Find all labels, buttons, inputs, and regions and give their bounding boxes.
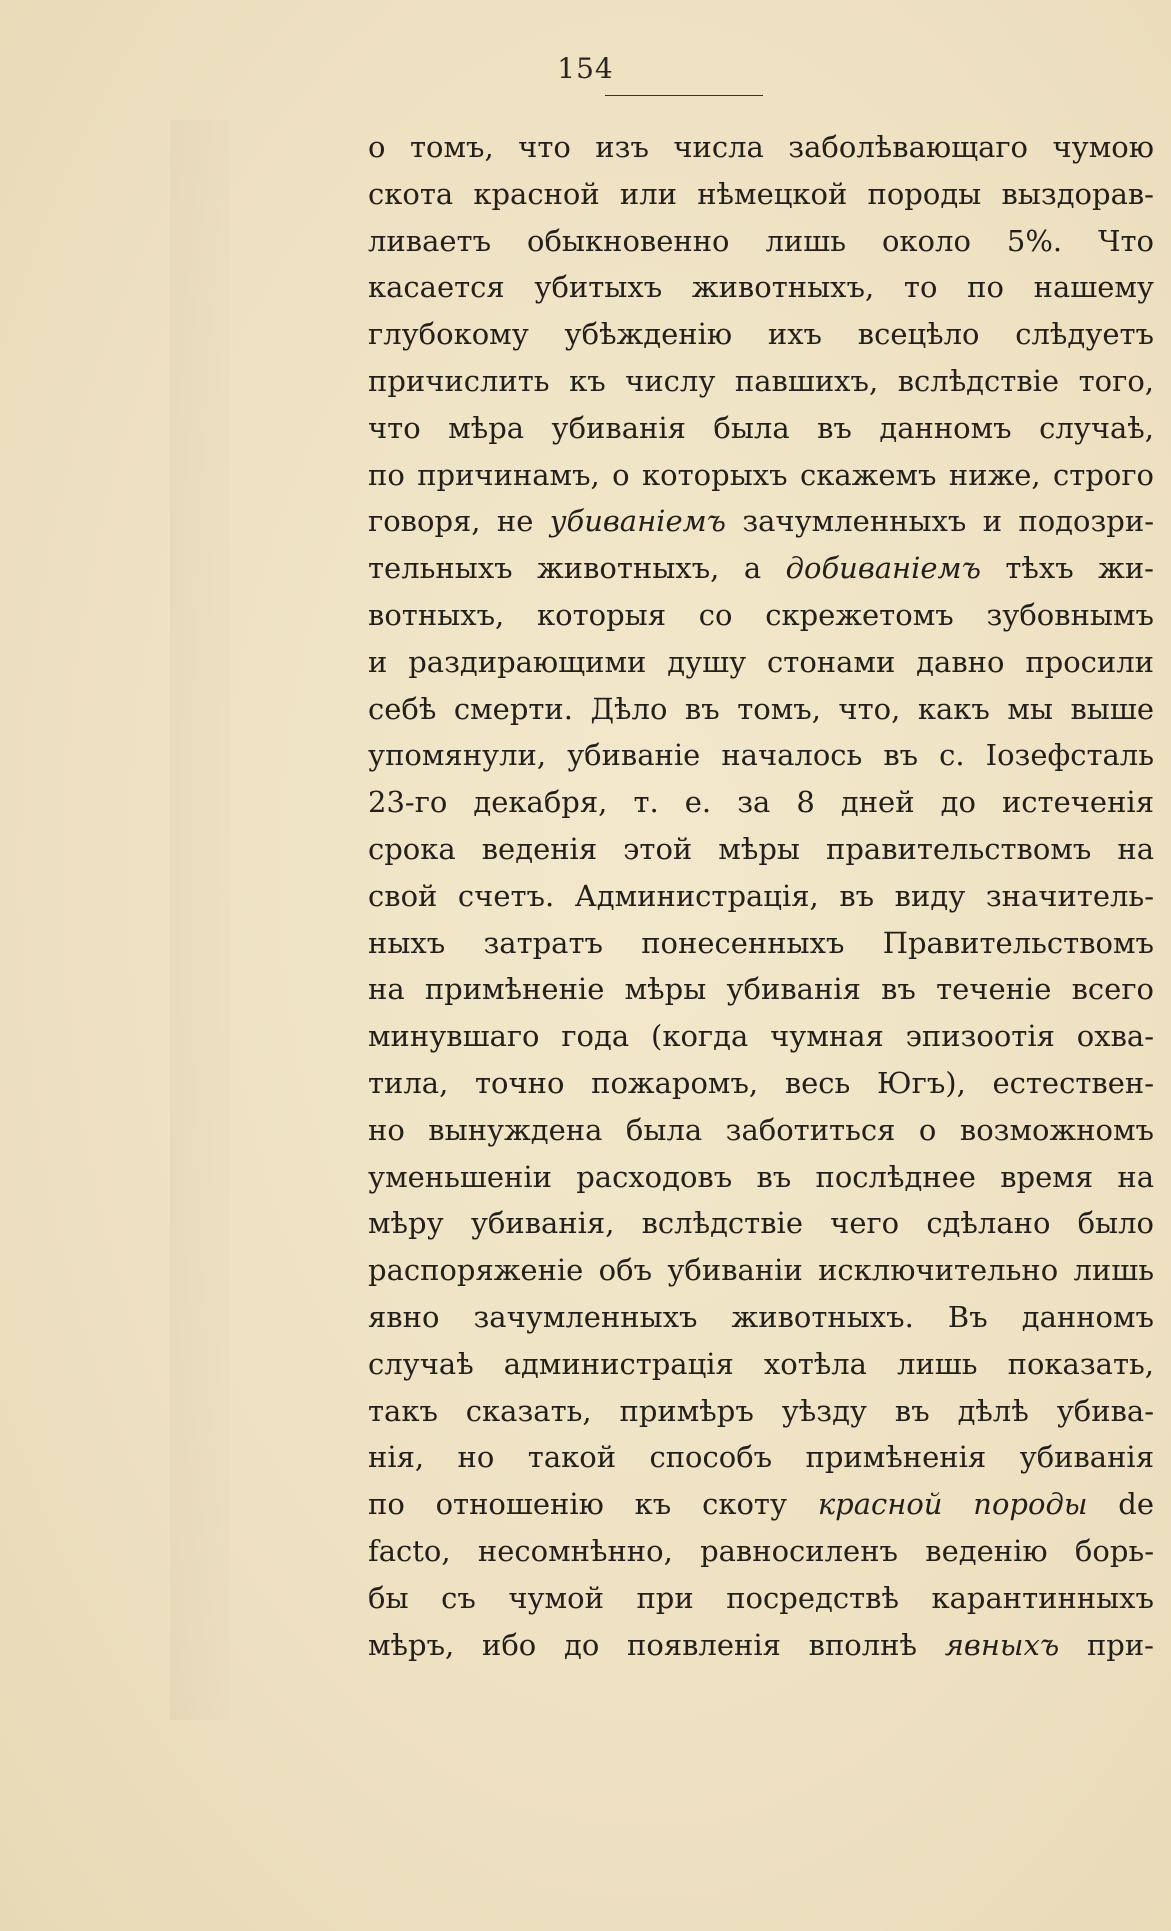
text-segment: по отношенію къ скоту	[368, 1487, 818, 1522]
body-text	[368, 124, 1154, 1668]
text-line: причислить къ числу павшихъ, вслѣдствіе того,	[368, 363, 1154, 398]
text-segment: при-	[1059, 1627, 1154, 1662]
text-line: себѣ смерти. Дѣло въ томъ, что, какъ мы выше	[368, 691, 1154, 726]
text-line: на примѣненіе мѣры убиванія въ теченіе всего	[368, 972, 1154, 1007]
text-line: уменьшеніи расходовъ въ послѣднее время на	[368, 1159, 1154, 1194]
text-line: свой счетъ. Администрація, въ виду значитель-	[368, 878, 1154, 913]
header-rule	[605, 95, 763, 96]
text-line	[368, 1481, 1154, 1528]
text-line: вотныхъ, которыя со скрежетомъ зубовнымъ	[368, 597, 1154, 632]
text-line: минувшаго года (когда чумная эпизоотія охва-	[368, 1019, 1154, 1054]
text-line: такъ сказать, примѣръ уѣзду въ дѣлѣ убива-	[368, 1393, 1154, 1428]
text-line: явно зачумленныхъ животныхъ. Въ данномъ	[368, 1299, 1154, 1334]
text-segment: тѣхъ жи-	[980, 551, 1154, 586]
text-line	[368, 498, 1154, 545]
italic-emphasis: добиваніемъ	[785, 551, 981, 586]
text-line: касается убитыхъ животныхъ, то по нашему	[368, 270, 1154, 305]
text-segment: тельныхъ животныхъ, а	[368, 551, 786, 586]
text-line: бы съ чумой при посредствѣ карантинныхъ	[368, 1580, 1154, 1615]
text-line: о томъ, что изъ числа заболѣвающаго чумою	[368, 130, 1154, 164]
text-line: facto, несомнѣнно, равносиленъ веденію борь-	[368, 1533, 1154, 1568]
text-line: ныхъ затратъ понесенныхъ Правительствомъ	[368, 925, 1154, 960]
text-line: но вынуждена была заботиться о возможномъ	[368, 1112, 1154, 1147]
text-line: распоряженіе объ убиваніи исключительно лишь	[368, 1253, 1154, 1288]
text-line: нія, но такой способъ примѣненія убиванія	[368, 1440, 1154, 1475]
text-line: 23-го декабря, т. е. за 8 дней до истеченія	[368, 785, 1154, 820]
text-line: скота красной или нѣмецкой породы выздорав-	[368, 176, 1154, 211]
text-line	[368, 1622, 1154, 1669]
text-segment: говоря, не	[368, 504, 550, 539]
text-line: случаѣ администрація хотѣла лишь показать,	[368, 1346, 1154, 1381]
text-segment: зачумленныхъ и подозри-	[725, 504, 1154, 539]
italic-emphasis: красной породы	[817, 1487, 1088, 1522]
text-line: и раздирающими душу стонами давно просили	[368, 644, 1154, 679]
text-line: по причинамъ, о которыхъ скажемъ ниже, строго	[368, 457, 1154, 492]
facing-page-bleed-through	[170, 120, 230, 1720]
italic-emphasis: явныхъ	[944, 1627, 1060, 1662]
text-segment: de	[1087, 1487, 1154, 1522]
text-line: тила, точно пожаромъ, весь Югъ), естествен-	[368, 1065, 1154, 1100]
italic-emphasis: убиваніемъ	[549, 504, 726, 539]
text-line: что мѣра убиванія была въ данномъ случаѣ,	[368, 410, 1154, 445]
page-number: 154	[557, 52, 614, 85]
text-segment: мѣръ, ибо до появленія вполнѣ	[368, 1627, 945, 1662]
text-line: глубокому убѣжденію ихъ всецѣло слѣдуетъ	[368, 317, 1154, 352]
text-line: упомянули, убиваніе началось въ с. Іозефсталь	[368, 738, 1154, 773]
text-line: срока веденія этой мѣры правительствомъ на	[368, 831, 1154, 866]
text-line: мѣру убиванія, вслѣдствіе чего сдѣлано было	[368, 1206, 1154, 1241]
text-line	[368, 545, 1154, 592]
text-line: ливаетъ обыкновенно лишь около 5%. Что	[368, 223, 1154, 258]
